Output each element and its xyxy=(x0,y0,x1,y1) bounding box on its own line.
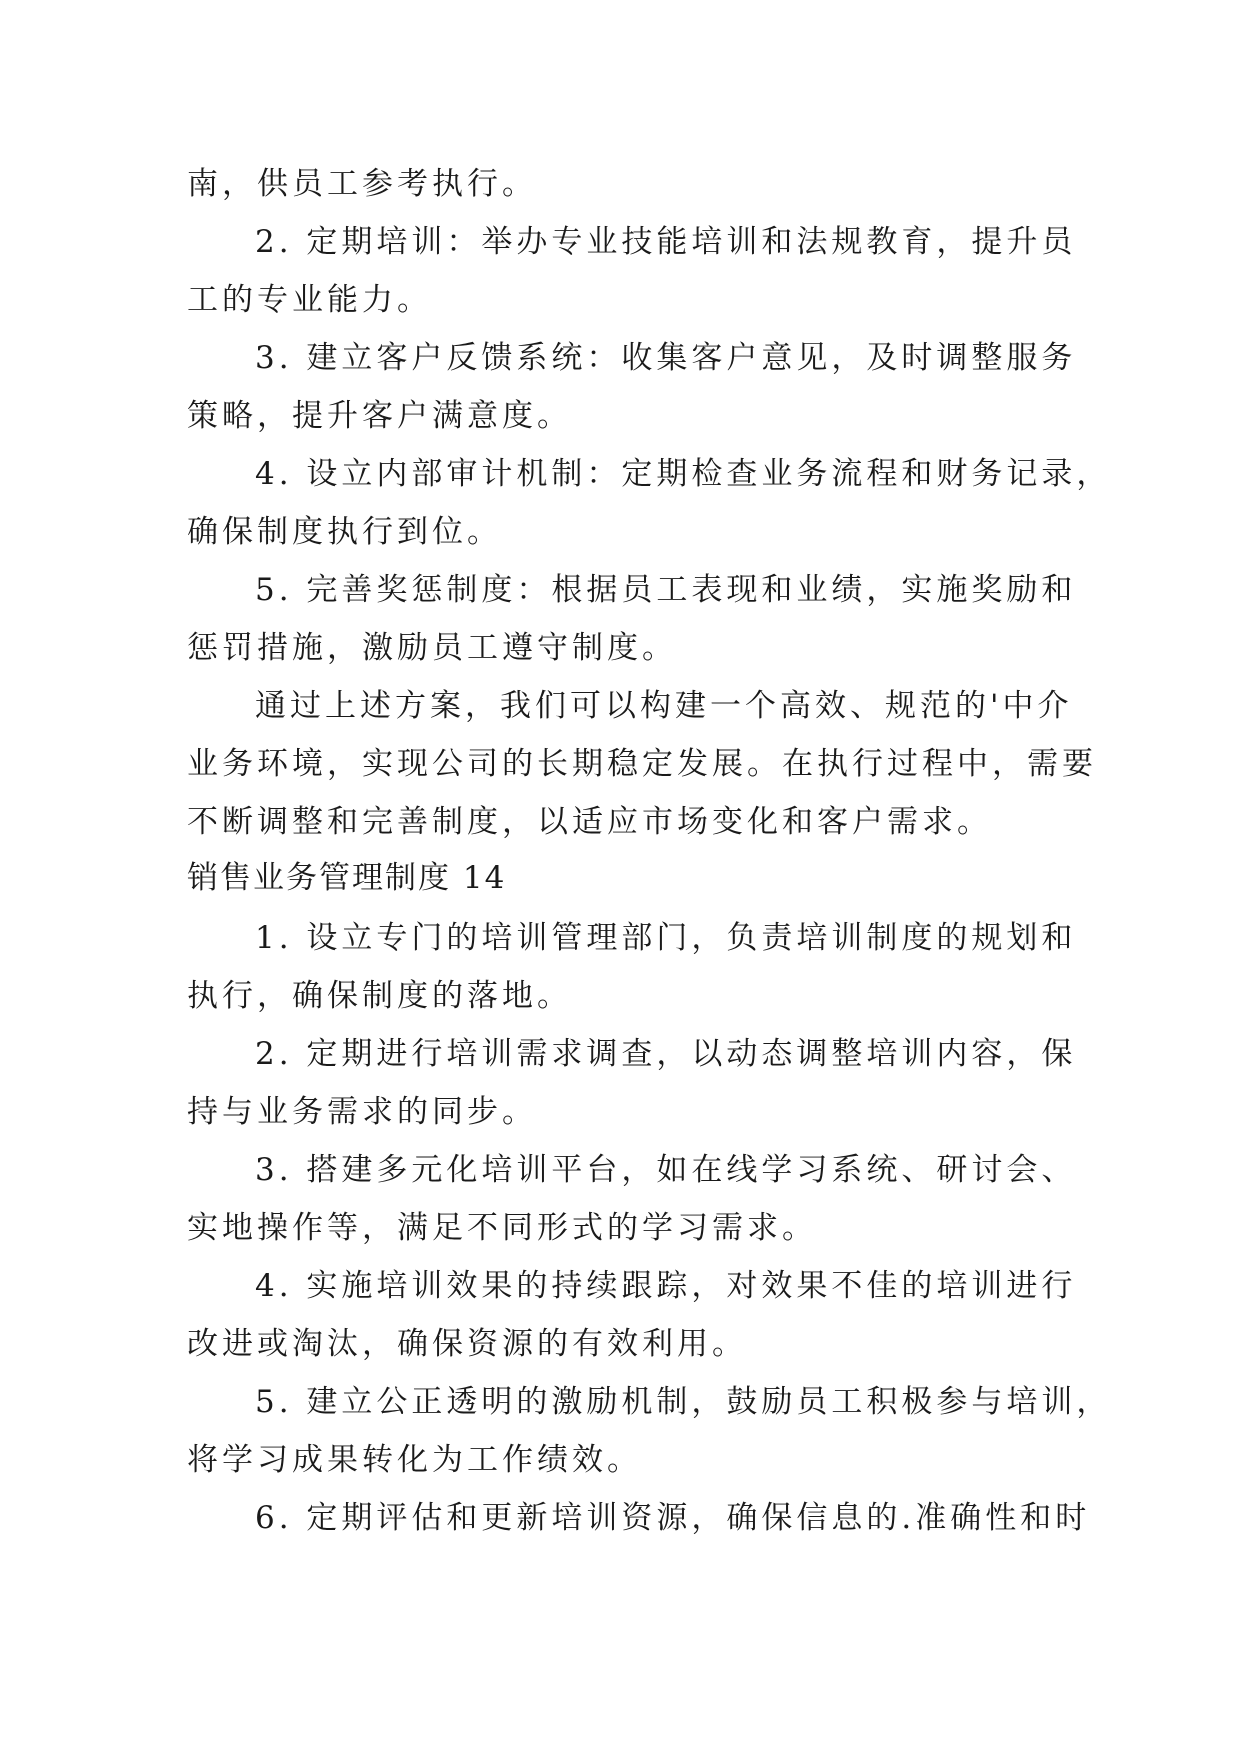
list-item-line: 3. 搭建多元化培训平台，如在线学习系统、研讨会、 xyxy=(255,1152,1077,1188)
text-line: 南，供员工参考执行。 xyxy=(187,166,537,202)
text-line: 业务环境，实现公司的长期稳定发展。在执行过程中，需要 xyxy=(187,746,1097,782)
text-line: 将学习成果转化为工作绩效。 xyxy=(187,1442,642,1478)
list-item-line: 6. 定期评估和更新培训资源，确保信息的.准确性和时 xyxy=(255,1500,1091,1536)
text-line: 执行，确保制度的落地。 xyxy=(187,978,572,1014)
text-line: 不断调整和完善制度，以适应市场变化和客户需求。 xyxy=(187,804,992,840)
list-item-line: 2. 定期培训：举办专业技能培训和法规教育，提升员 xyxy=(255,224,1077,260)
list-item-line: 4. 设立内部审计机制：定期检查业务流程和财务记录， xyxy=(255,456,1112,492)
text-line: 工的专业能力。 xyxy=(187,282,432,318)
text-line: 改进或淘汰，确保资源的有效利用。 xyxy=(187,1326,747,1362)
text-line: 确保制度执行到位。 xyxy=(187,514,502,550)
text-line: 实地操作等，满足不同形式的学习需求。 xyxy=(187,1210,817,1246)
list-item-line: 5. 完善奖惩制度：根据员工表现和业绩，实施奖励和 xyxy=(255,572,1077,608)
paragraph-line: 通过上述方案，我们可以构建一个高效、规范的'中介 xyxy=(255,688,1073,724)
text-line: 惩罚措施，激励员工遵守制度。 xyxy=(187,630,677,666)
text-line: 策略，提升客户满意度。 xyxy=(187,398,572,434)
list-item-line: 3. 建立客户反馈系统：收集客户意见，及时调整服务 xyxy=(255,340,1077,376)
list-item-line: 5. 建立公正透明的激励机制，鼓励员工积极参与培训， xyxy=(255,1384,1112,1420)
section-heading: 销售业务管理制度 14 xyxy=(187,860,507,896)
list-item-line: 1. 设立专门的培训管理部门，负责培训制度的规划和 xyxy=(255,920,1077,956)
list-item-line: 4. 实施培训效果的持续跟踪，对效果不佳的培训进行 xyxy=(255,1268,1077,1304)
text-line: 持与业务需求的同步。 xyxy=(187,1094,537,1130)
list-item-line: 2. 定期进行培训需求调查，以动态调整培训内容，保 xyxy=(255,1036,1077,1072)
